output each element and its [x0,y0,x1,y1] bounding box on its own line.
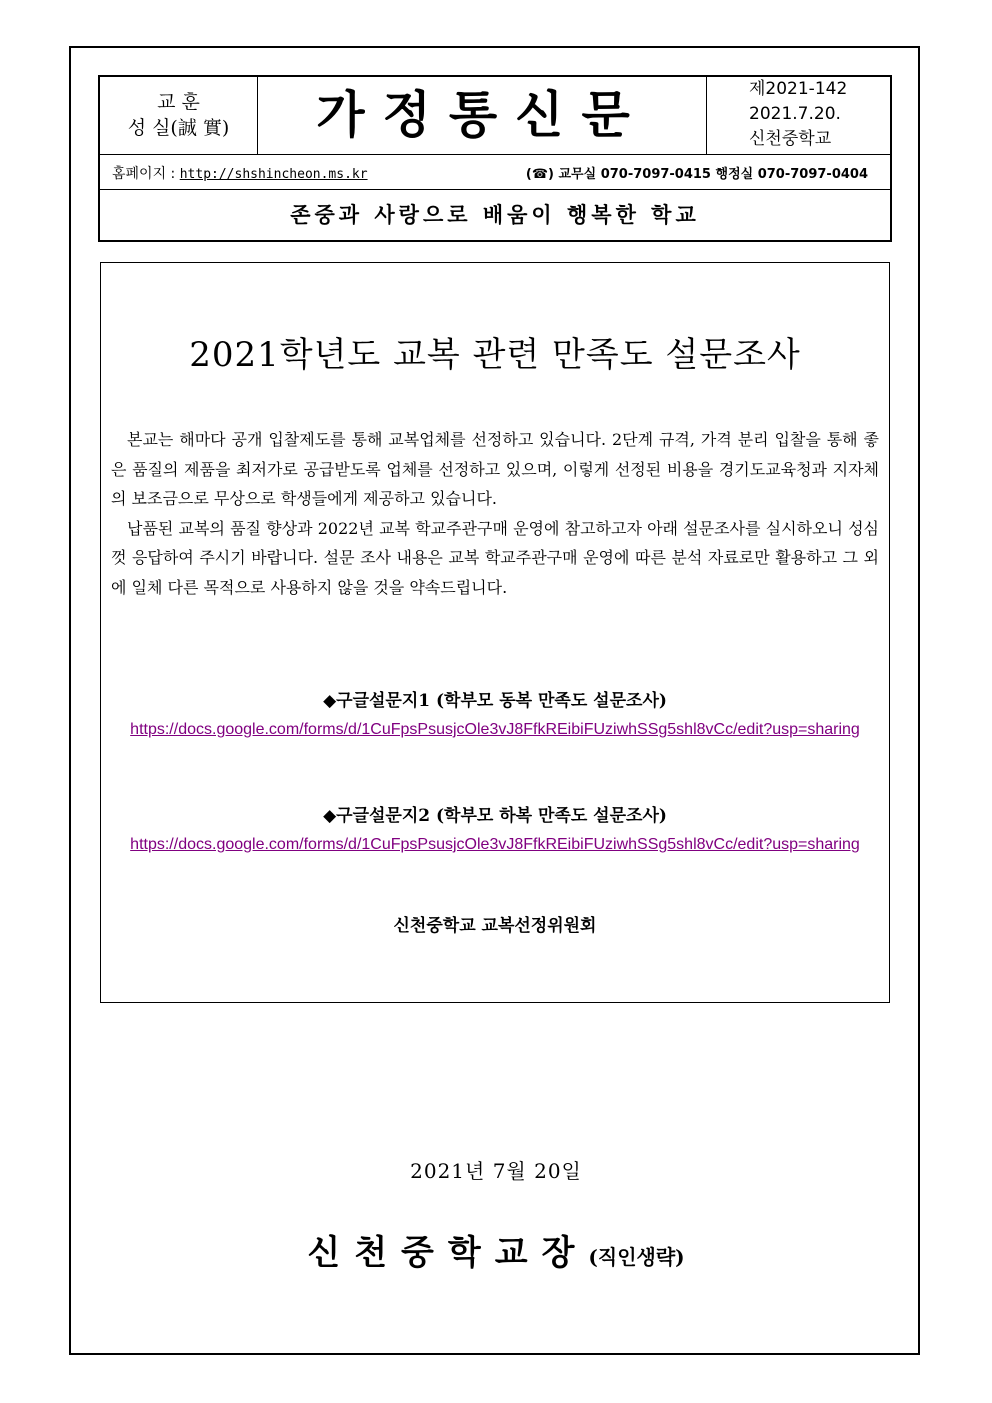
survey-1-link[interactable]: https://docs.google.com/forms/d/1CuFpsPsusjcOle3vJ8FfkREibiFUziwhSSg5shl8vCc/edit?usp=sharing [130,721,860,738]
issue-date: 2021.7.20. [749,104,841,124]
newsletter-title: 가정통신문 [316,86,648,144]
letterhead [98,75,892,242]
motto-text: 성 실(誠 實) [127,117,230,139]
notice-box [100,262,890,1003]
school-slogan: 존중과 사랑으로 배움이 행복한 학교 [290,203,700,227]
seal-note: (직인생략) [588,1245,685,1269]
survey-2 [101,801,889,859]
issue-date-footer: 2021년 7월 20일 [410,1159,582,1183]
homepage-link[interactable]: http://shshincheon.ms.kr [179,167,368,182]
school-motto [100,77,258,154]
phone-numbers: (☎) 교무실 070-7097-0415 행정실 070-7097-0404 [525,167,868,182]
notice-body [111,425,879,602]
signature [0,1225,992,1274]
survey-2-link[interactable]: https://docs.google.com/forms/d/1CuFpsPsusjcOle3vJ8FfkREibiFUziwhSSg5shl8vCc/edit?usp=sharing [130,836,860,853]
survey-1 [101,686,889,744]
principal-title: 신천중학교장 [307,1233,589,1273]
issue-info [706,77,890,154]
homepage-label: 홈페이지 : [112,166,176,182]
homepage [112,163,368,183]
contact-row [100,155,890,190]
issue-number: 제2021-142 [749,79,848,99]
notice-title: 2021학년도 교복 관련 만족도 설문조사 [189,335,801,375]
paragraph-2: 납품된 교복의 품질 향상과 2022년 교복 학교주관구매 운영에 참고하고자 아래 설문조사를 실시하오니 성심껏 응답하여 주시기 바랍니다. 설문 조사 내용은 교복 학교주관구매 운영에 따른 분석 자료로만 활용하고 그 외에 일체 다른 목적으로 사용하지 않을 것을 약속드립니다. [111,518,879,597]
survey-2-label: ◆구글설문지2 (학부모 하복 만족도 설문조사) [323,806,667,826]
letterhead-top [100,77,890,155]
survey-1-label: ◆구글설문지1 (학부모 동복 만족도 설문조사) [323,691,667,711]
paragraph-1: 본교는 해마다 공개 입찰제도를 통해 교복업체를 선정하고 있습니다. 2단계 규격, 가격 분리 입찰을 통해 좋은 품질의 제품을 최저가로 공급받도록 업체를 선정하고 있으며, 이렇게 선정된 비용을 경기도교육청과 지자체의 보조금으로 무상으로 학생들에게 제공하고 있습니다. [111,430,879,508]
motto-label: 교 훈 [157,91,200,113]
committee-name: 신천중학교 교복선정위원회 [393,916,597,936]
issuer-school: 신천중학교 [749,129,832,149]
